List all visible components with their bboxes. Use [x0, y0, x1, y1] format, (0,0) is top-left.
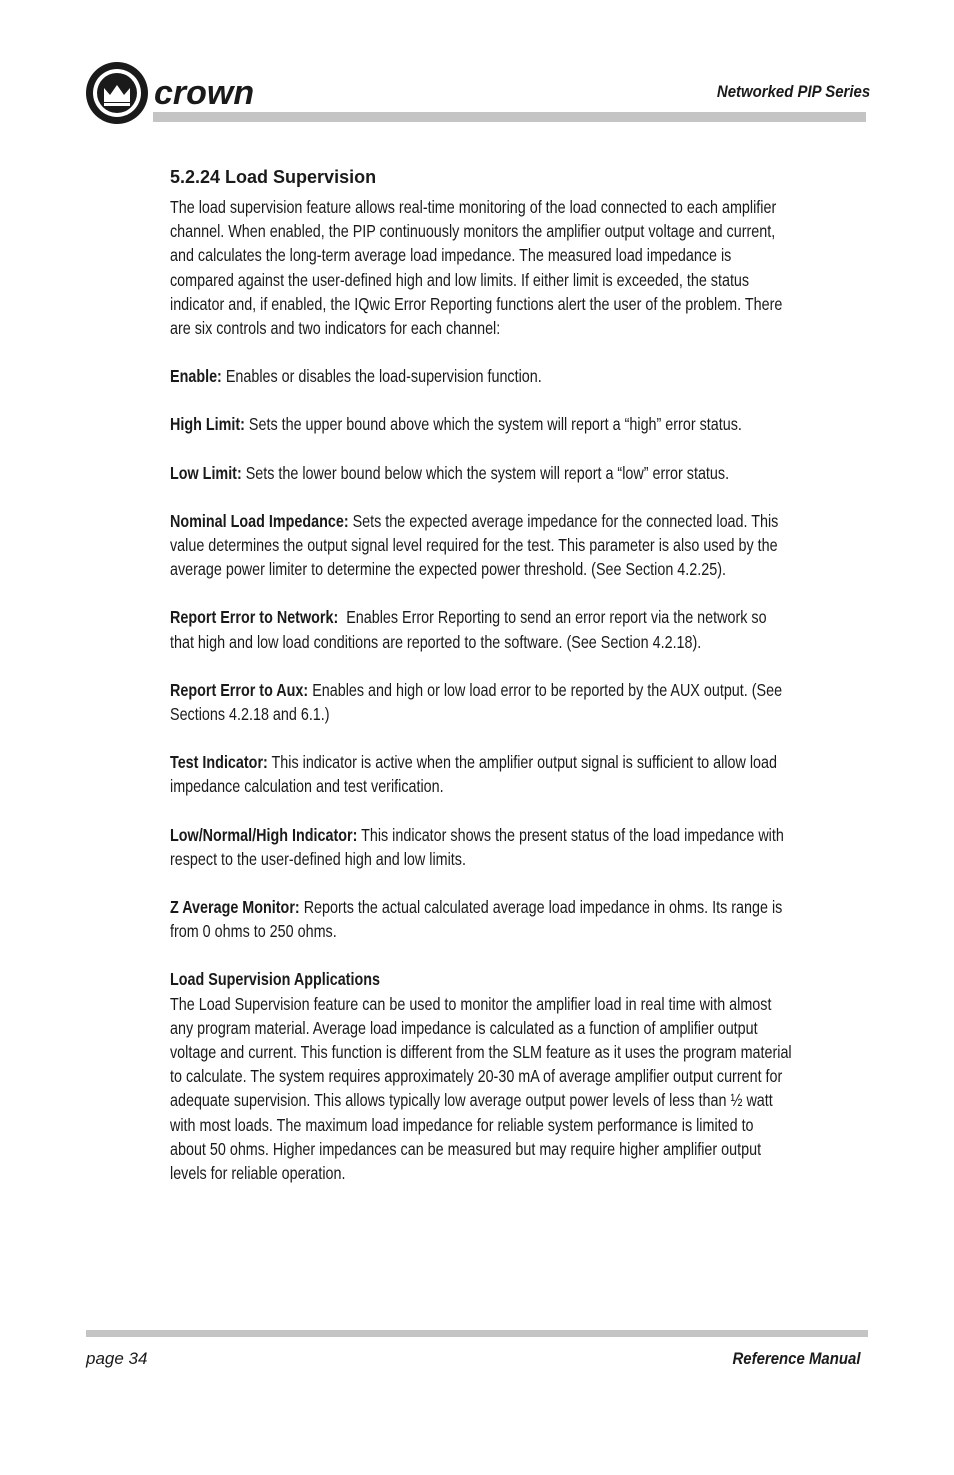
main-content	[170, 167, 790, 1209]
item-text: Reports the actual calculated average load impedance in ohms. Its range is from 0 ohms to 250 ohms.	[170, 897, 783, 942]
item-report-error-network	[170, 605, 793, 653]
applications-title: Load Supervision Applications	[170, 969, 380, 990]
item-text: Enables Error Reporting to send an error report via the network so that high and low load conditions are reported to the software. (See Section 4.2.18).	[170, 607, 767, 652]
series-title: Networked PIP Series	[716, 82, 870, 101]
item-high-limit	[170, 412, 793, 436]
item-text: Enables and high or low load error to be reported by the AUX output. (See Sections 4.2.18 and 6.1.)	[170, 679, 783, 725]
item-text: This indicator is active when the amplifier output signal is sufficient to allow load impedance calculation and test verification.	[170, 752, 777, 797]
item-nominal-load-impedance	[170, 509, 793, 582]
item-text: Sets the lower bound below which the system will report a “low” error status.	[245, 462, 730, 483]
item-term: Report Error to Aux:	[170, 679, 309, 700]
item-term: High Limit:	[170, 414, 245, 435]
item-report-error-aux	[170, 678, 793, 726]
item-enable	[170, 364, 793, 388]
item-low-limit	[170, 461, 793, 485]
item-term: Low Limit:	[170, 462, 242, 483]
item-term: Low/Normal/High Indicator:	[170, 824, 358, 845]
item-text: Sets the upper bound above which the system will report a “high” error status.	[248, 414, 742, 435]
section-title: 5.2.24 Load Supervision	[170, 167, 377, 187]
item-term: Enable:	[170, 366, 222, 387]
item-term: Nominal Load Impedance:	[170, 510, 349, 531]
item-text: Enables or disables the load-supervision function.	[225, 366, 542, 387]
header-rule	[153, 112, 866, 122]
intro-paragraph: The load supervision feature allows real-time monitoring of the load connected to each amplifier channel. When enabled, the PIP continuously monitors the amplifier output voltage and current, and calculates the long-term average load impedance. The measured load impedance is compared against the user-defined high and low limits. If either limit is exceeded, the status indicator and, if enabled, the IQwic Error Reporting functions alert the user of the problem. There are six controls and two indicators for each channel:	[170, 197, 783, 339]
applications-paragraph: The Load Supervision feature can be used to monitor the amplifier load in real time with almost any program material. Average load impedance is calculated as a function of amplifier output voltage and current. This function is different from the SLM feature as it uses the program material to calculate. The system requires approximately 20-30 mA of average amplifier output current for adequate supervision. This allows typically low average output power levels of less than ½ watt with most loads. The maximum load impedance for reliable system performance is limited to about 50 ohms. Higher impedances can be measured but may require higher amplifier output levels for reliable operation.	[170, 993, 792, 1184]
footer-rule	[86, 1330, 868, 1337]
item-term: Z Average Monitor:	[170, 897, 300, 918]
item-text: This indicator shows the present status of the load impedance with respect to the user-defined high and low limits.	[170, 824, 784, 869]
page-number: page 34	[86, 1349, 148, 1368]
item-term: Report Error to Network:	[170, 607, 339, 628]
item-text: Sets the expected average impedance for the connected load. This value determines the output signal level required for the test. This parameter is also used by the average power limiter to determine the expected power threshold. (See Section 4.2.25).	[170, 510, 779, 580]
item-z-average-monitor	[170, 895, 793, 943]
brand-wordmark: crown	[154, 74, 255, 112]
item-term: Test Indicator:	[170, 752, 268, 773]
section-body	[170, 195, 793, 1185]
item-low-normal-high-indicator	[170, 823, 793, 871]
item-test-indicator	[170, 750, 793, 798]
manual-title: Reference Manual	[731, 1349, 860, 1368]
